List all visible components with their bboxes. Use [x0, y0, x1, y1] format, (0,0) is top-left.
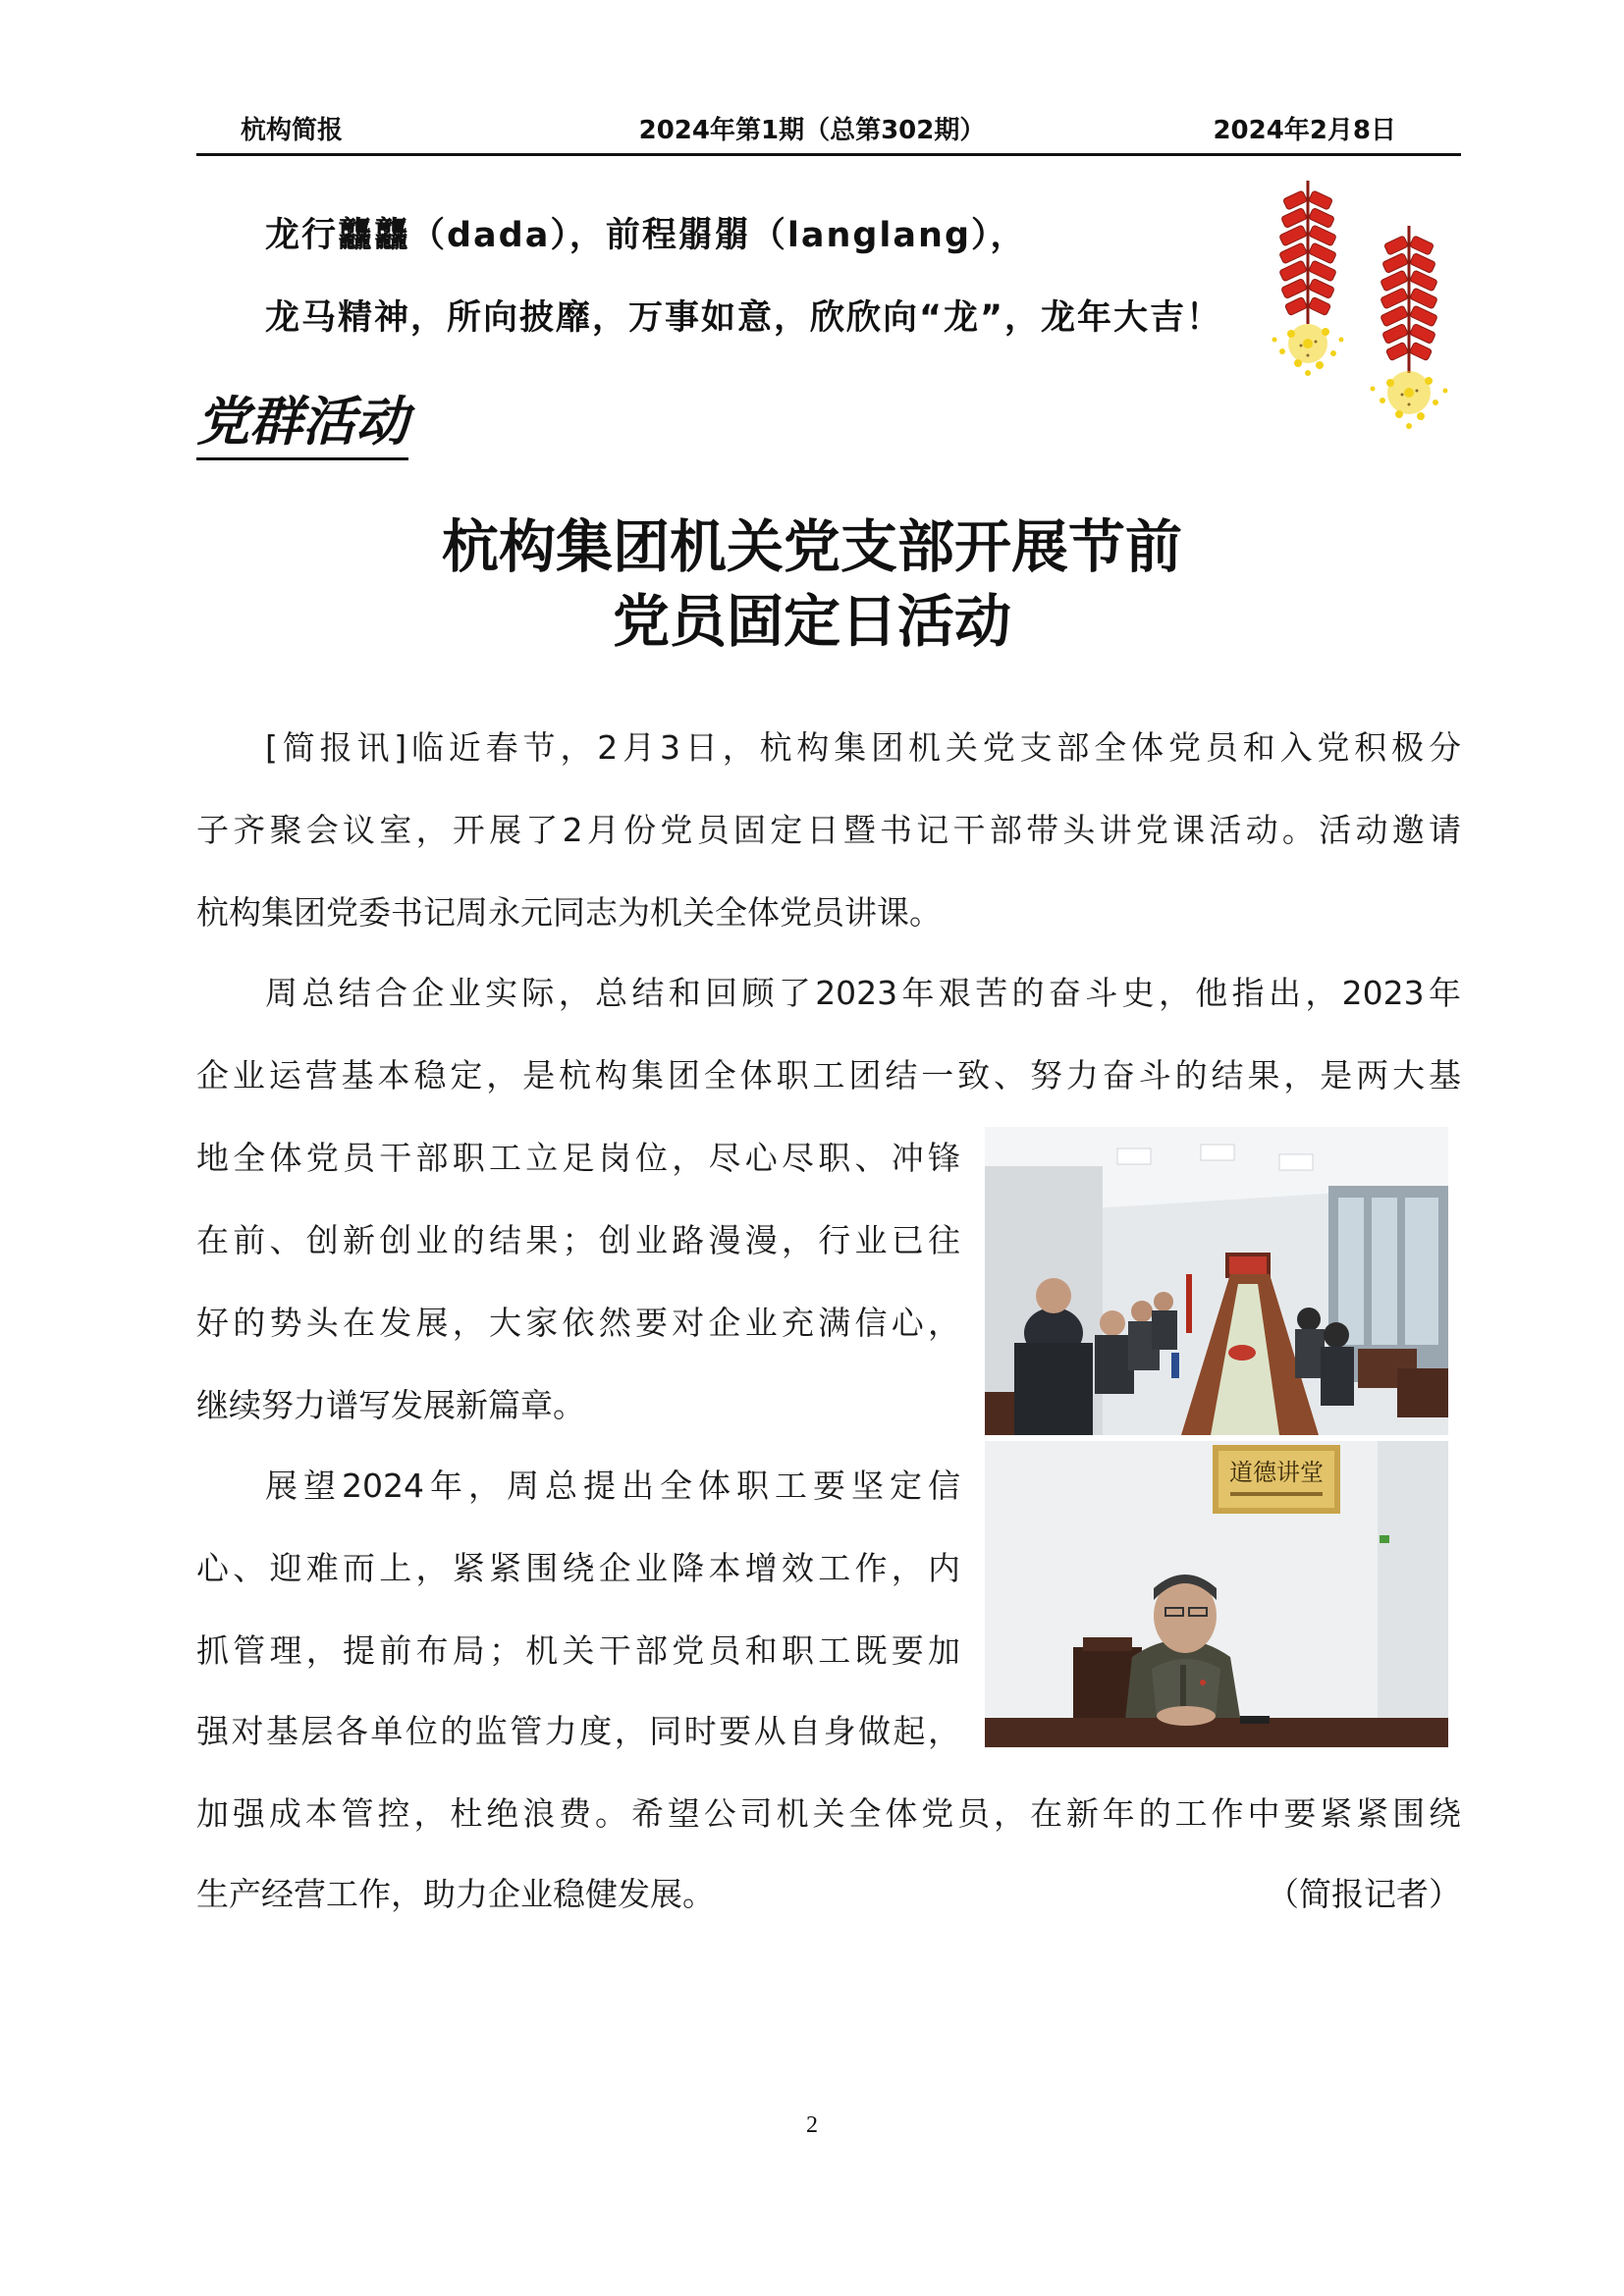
reporter-credit: （简报记者）: [1267, 1875, 1461, 1913]
article-title-line-2: 党员固定日活动: [612, 588, 1011, 655]
issue-number: 2024年第1期（总第302期）: [638, 116, 986, 145]
paragraph-3-line-5: 加强成本管控，杜绝浪费。希望公司机关全体党员，在新年的工作中要紧紧围绕: [196, 1794, 1461, 1833]
newsletter-name: 杭构简报: [241, 116, 344, 145]
meeting-sign-text: 道德讲堂: [1229, 1459, 1324, 1486]
paragraph-1-line-3: 杭构集团党委书记周永元同志为机关全体党员讲课。: [196, 893, 942, 932]
meeting-room-photo: [985, 1127, 1448, 1435]
paragraph-1-line-2: 子齐聚会议室，开展了2月份党员固定日暨书记干部带头讲党课活动。活动邀请: [196, 811, 1461, 849]
paragraph-1-line-1: [简报讯]临近春节，2月3日，杭构集团机关党支部全体党员和入党积极分: [265, 728, 1461, 767]
header-divider: [196, 153, 1461, 156]
paragraph-3-line-2: 心、迎难而上，紧紧围绕企业降本增效工作，内: [196, 1549, 960, 1587]
paragraph-3-line-3: 抓管理，提前布局；机关干部党员和职工既要加: [196, 1631, 960, 1670]
paragraph-3-line-4: 强对基层各单位的监管力度，同时要从自身做起，: [196, 1712, 960, 1750]
section-label: 党群活动: [196, 391, 408, 460]
greeting-line-1: 龙行龘龘（dada），前程朤朤（langlang），: [265, 216, 1027, 255]
greeting-line-2: 龙马精神，所向披靡，万事如意，欣欣向“龙”，龙年大吉！: [265, 298, 1223, 338]
speaker-photo: [985, 1441, 1448, 1747]
issue-date: 2024年2月8日: [1213, 116, 1396, 145]
paragraph-2-line-6: 继续努力谱写发展新篇章。: [196, 1386, 585, 1424]
paragraph-2-line-5: 好的势头在发展，大家依然要对企业充满信心，: [196, 1304, 960, 1342]
firecrackers-icon: [1247, 177, 1473, 442]
firecracker-string-left: [1272, 181, 1344, 376]
paragraph-2-line-4: 在前、创新创业的结果；创业路漫漫，行业已往: [196, 1221, 960, 1259]
page-number: 2: [806, 2112, 818, 2138]
paragraph-2-line-3: 地全体党员干部职工立足岗位，尽心尽职、冲锋: [196, 1139, 960, 1177]
paragraph-2-line-2: 企业运营基本稳定，是杭构集团全体职工团结一致、努力奋斗的结果，是两大基: [196, 1056, 1461, 1095]
firecracker-string-right: [1371, 226, 1448, 429]
paragraph-3-line-6: 生产经营工作，助力企业稳健发展。: [196, 1875, 715, 1913]
article-title-line-1: 杭构集团机关党支部开展节前: [441, 513, 1182, 580]
paragraph-2-line-1: 周总结合企业实际，总结和回顾了2023年艰苦的奋斗史，他指出，2023年: [265, 974, 1461, 1012]
paragraph-3-line-1: 展望2024年，周总提出全体职工要坚定信: [265, 1467, 960, 1505]
